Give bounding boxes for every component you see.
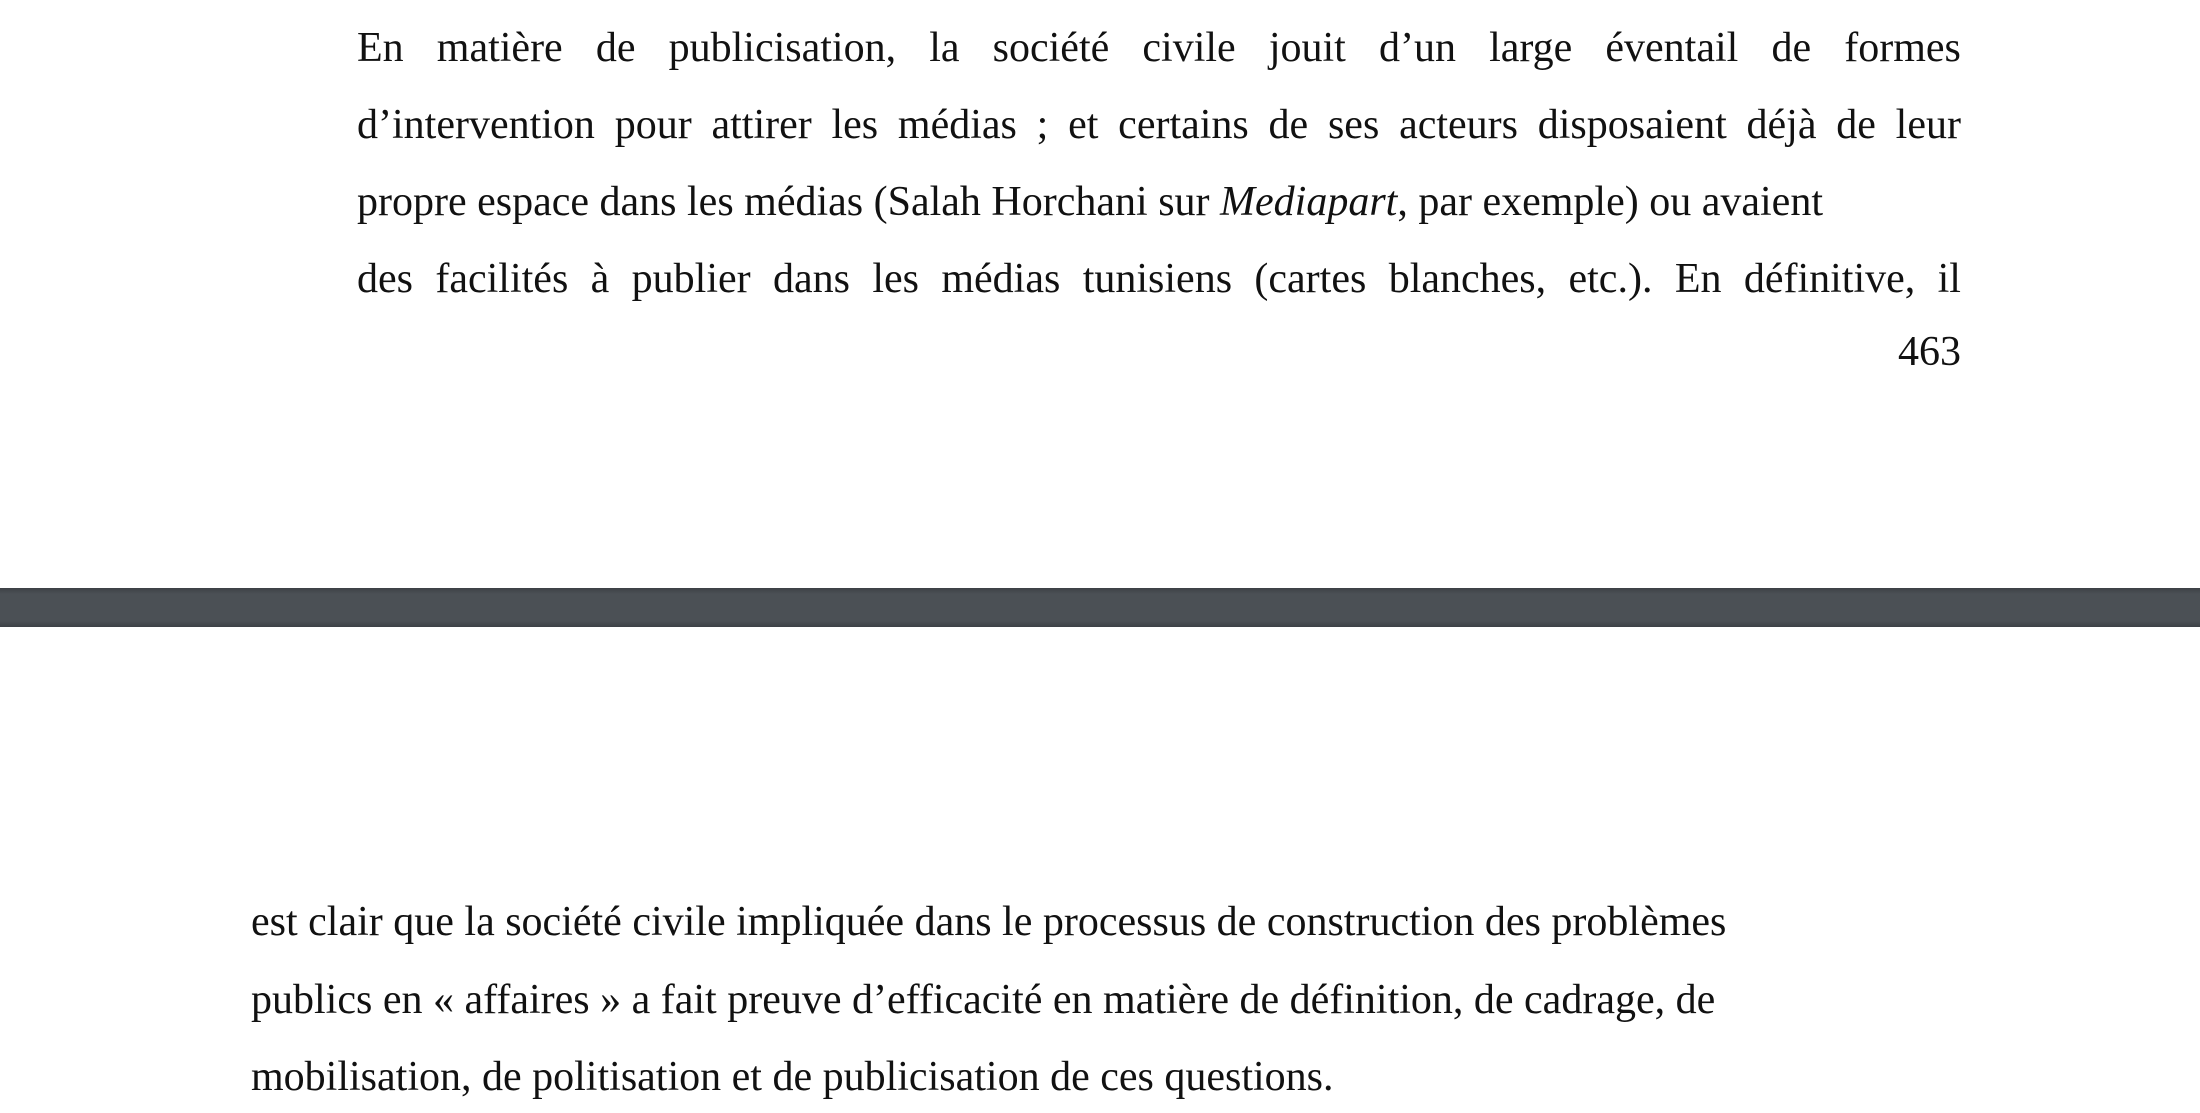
word: dans bbox=[773, 256, 850, 302]
word: jouit bbox=[1268, 25, 1346, 71]
word: (cartes bbox=[1254, 256, 1367, 302]
word: pour bbox=[614, 102, 692, 148]
word: des bbox=[357, 256, 413, 302]
text-line-6: publics en « affaires » a fait preuve d’efficacité en matière de définition, de cadrage, de bbox=[251, 977, 1716, 1023]
word: d’intervention bbox=[357, 102, 595, 148]
word: d’un bbox=[1378, 25, 1456, 71]
text-line-5: est clair que la société civile impliquée dans le processus de construction des problèmes bbox=[251, 899, 1727, 945]
text-line-7: mobilisation, de politisation et de publicisation de ces questions. bbox=[251, 1054, 1334, 1100]
page-separator bbox=[0, 588, 2200, 627]
word: ses bbox=[1327, 102, 1380, 148]
word: médias bbox=[941, 256, 1061, 302]
text-line-1 bbox=[357, 22, 1961, 74]
word: civile bbox=[1142, 25, 1236, 71]
word: la bbox=[929, 25, 960, 71]
word: à bbox=[590, 256, 610, 302]
text-line-3 bbox=[357, 176, 1961, 228]
word: de bbox=[1268, 102, 1309, 148]
publication-title-mediapart: Mediapart bbox=[1220, 179, 1398, 225]
word: matière bbox=[436, 25, 563, 71]
word: attirer bbox=[711, 102, 812, 148]
word: En bbox=[357, 25, 404, 71]
word: et bbox=[1068, 102, 1099, 148]
word: tunisiens bbox=[1082, 256, 1233, 302]
word: En bbox=[1674, 256, 1722, 302]
word: de bbox=[595, 25, 636, 71]
word: disposaient bbox=[1537, 102, 1727, 148]
word: formes bbox=[1844, 25, 1961, 71]
word: société bbox=[992, 25, 1110, 71]
word: publier bbox=[631, 256, 751, 302]
word: médias bbox=[897, 102, 1017, 148]
word: de bbox=[1836, 102, 1876, 148]
text-line-2 bbox=[357, 99, 1961, 151]
text-line-3-before: propre espace dans les médias (Salah Horchani sur bbox=[357, 179, 1221, 225]
word: facilités bbox=[435, 256, 569, 302]
word: large bbox=[1489, 25, 1573, 71]
page-number: 463 bbox=[1898, 329, 1961, 375]
word: de bbox=[1771, 25, 1812, 71]
word: publicisation, bbox=[668, 25, 897, 71]
word: blanches, bbox=[1388, 256, 1547, 302]
word: définitive, bbox=[1743, 256, 1916, 302]
word: éventail bbox=[1605, 25, 1739, 71]
document-page-bottom bbox=[0, 627, 2200, 1113]
word: certains bbox=[1118, 102, 1249, 148]
word: il bbox=[1937, 256, 1961, 302]
word: acteurs bbox=[1399, 102, 1518, 148]
word: les bbox=[831, 102, 879, 148]
word: etc.). bbox=[1568, 256, 1653, 302]
word: les bbox=[872, 256, 920, 302]
word: ; bbox=[1036, 102, 1049, 148]
text-line-3-after: , par exemple) ou avaient bbox=[1397, 179, 1823, 225]
word: déjà bbox=[1746, 102, 1817, 148]
word: leur bbox=[1895, 102, 1961, 148]
text-line-4 bbox=[357, 253, 1961, 305]
